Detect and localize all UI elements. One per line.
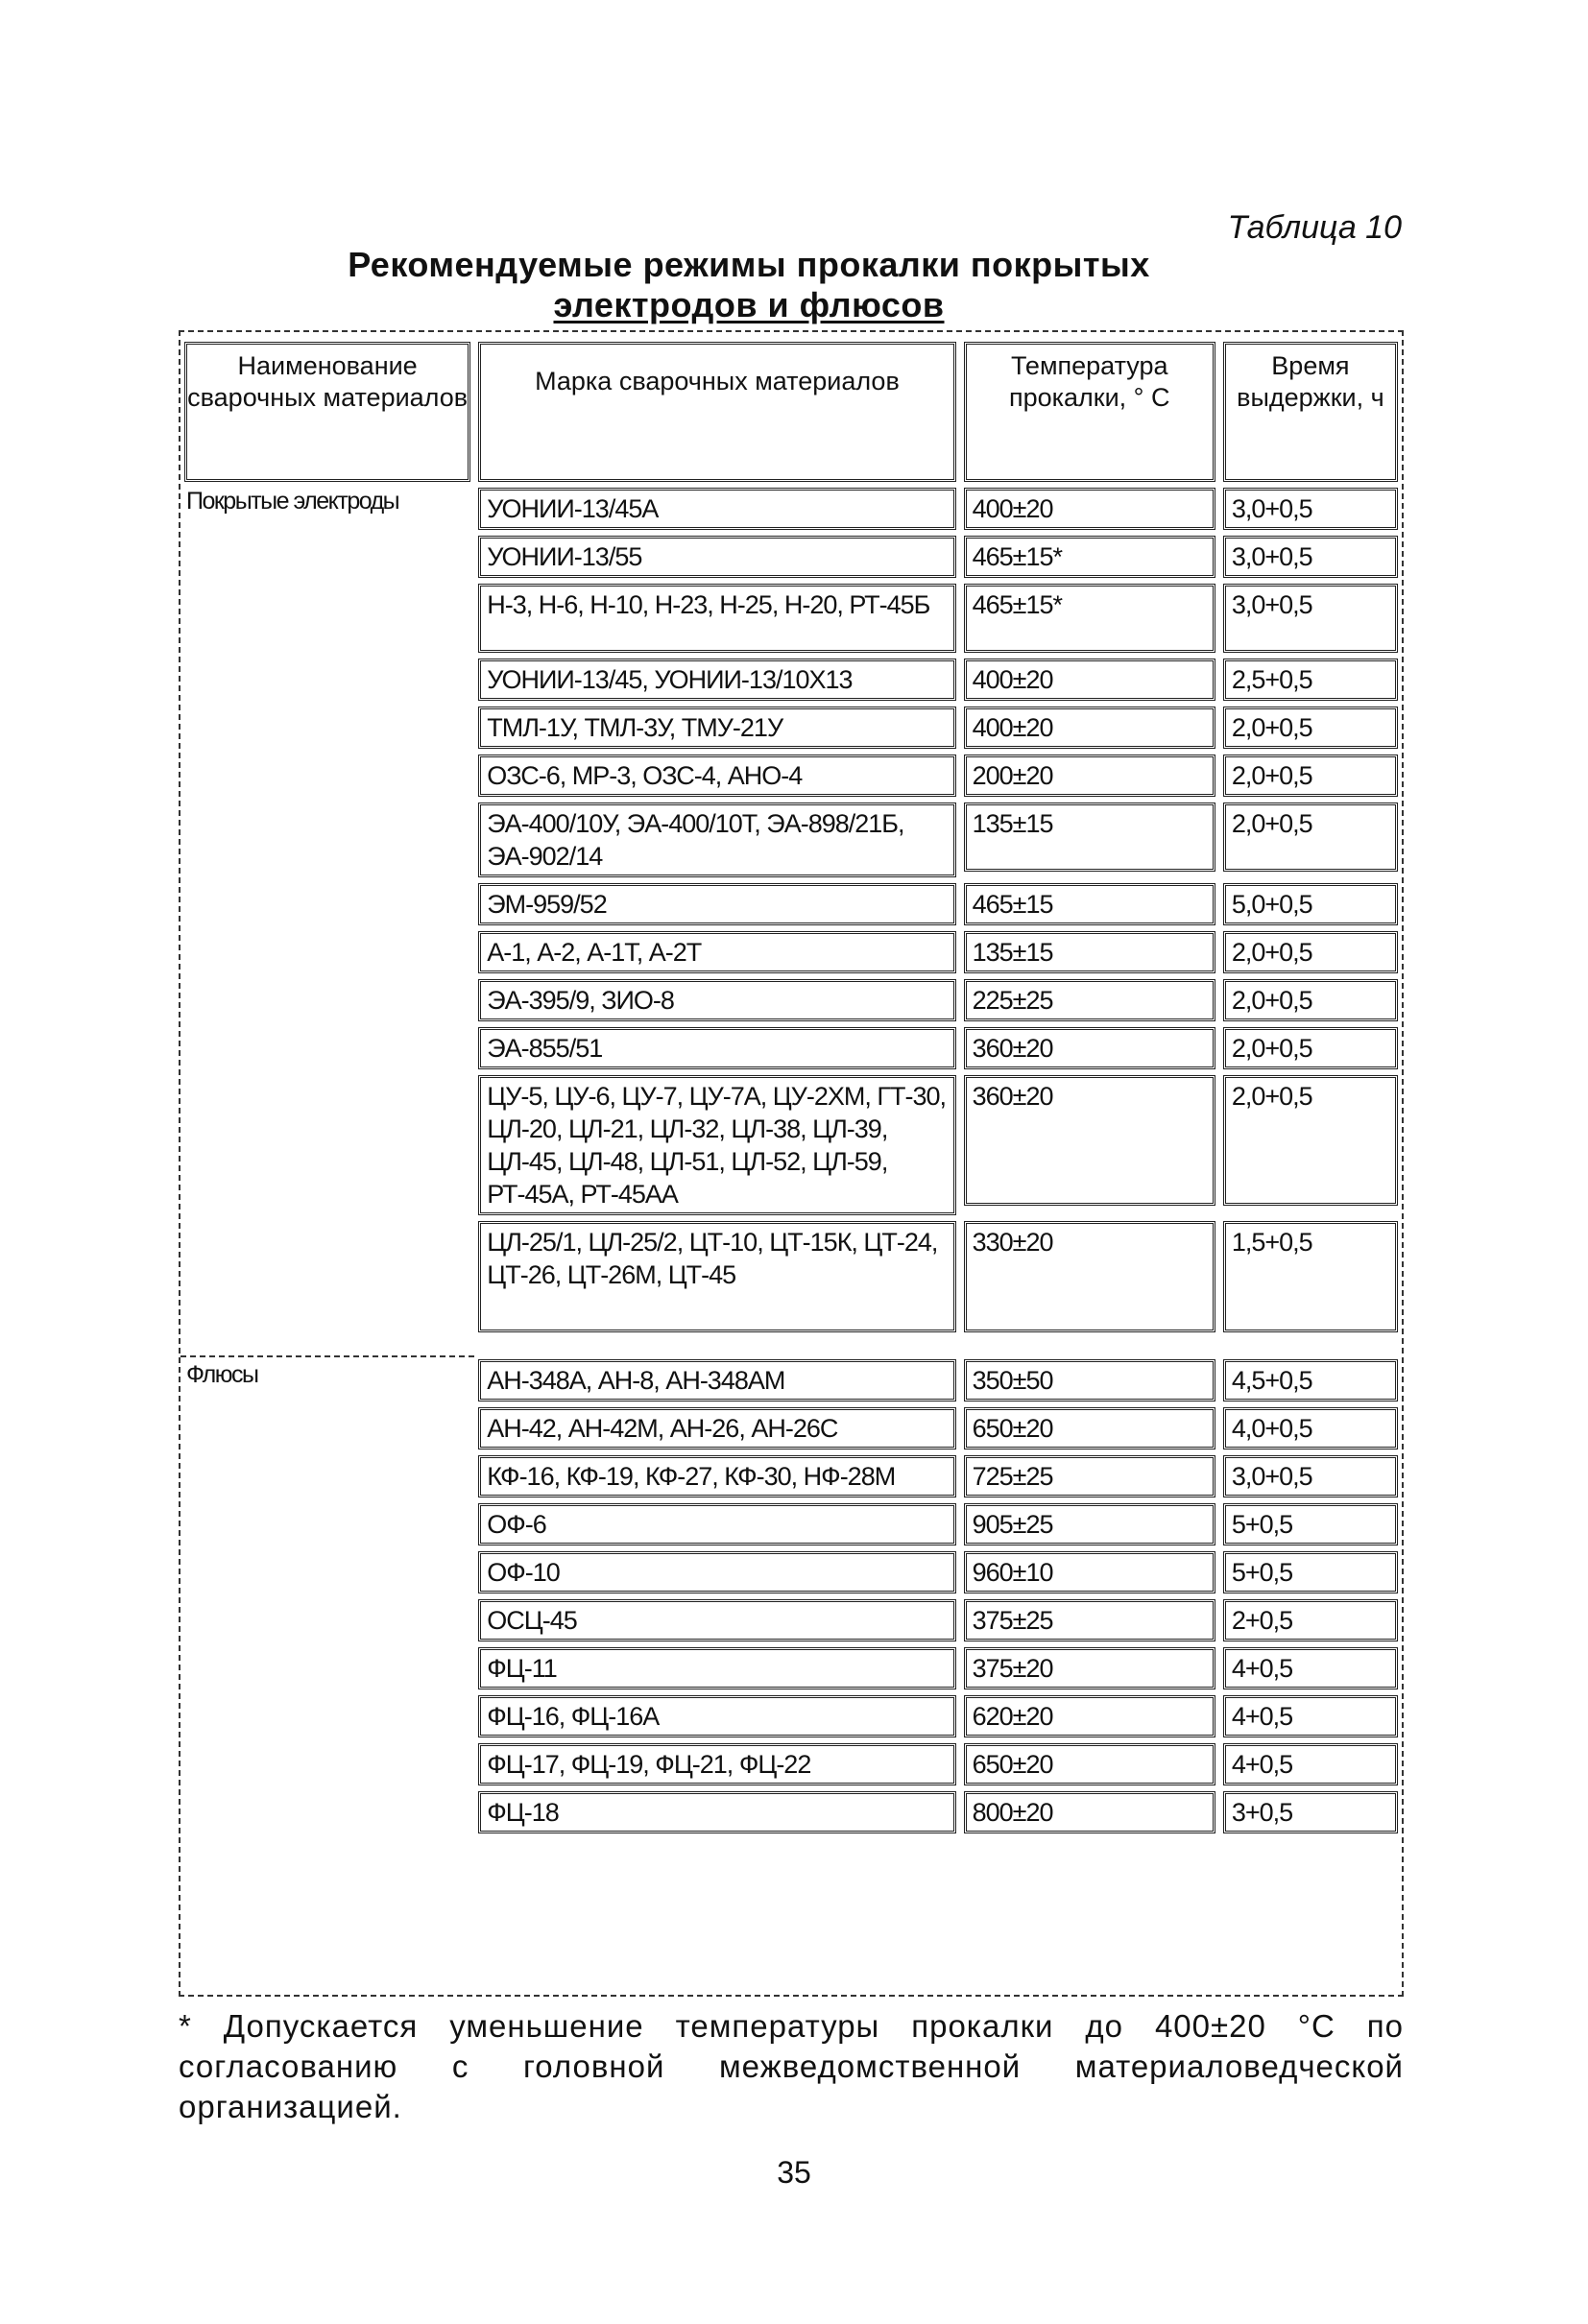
holding-time: 2,0+0,5: [1219, 799, 1402, 879]
baking-temperature: 375±20: [960, 1643, 1219, 1691]
baking-temperature: 620±20: [960, 1691, 1219, 1739]
baking-temperature: 650±20: [960, 1739, 1219, 1787]
header-temperature: Температура прокалки, ° С: [960, 332, 1219, 484]
material-grade: ОФ-10: [474, 1547, 959, 1595]
holding-time: 2+0,5: [1219, 1595, 1402, 1643]
material-category: Покрытые электроды: [186, 488, 399, 515]
material-grade: ЭА-395/9, ЗИО-8: [474, 975, 959, 1023]
title-line-1: Рекомендуемые режимы прокалки покрытых: [348, 245, 1150, 284]
holding-time: 2,0+0,5: [1219, 927, 1402, 975]
baking-temperature: 135±15: [960, 799, 1219, 879]
table-row: [180, 1355, 1402, 1403]
holding-time: 5+0,5: [1219, 1547, 1402, 1595]
material-grade: Н-3, Н-6, Н-10, Н-23, Н-25, Н-20, РТ-45Б: [474, 580, 959, 655]
material-grade: КФ-16, КФ-19, КФ-27, КФ-30, НФ-28М: [474, 1451, 959, 1499]
holding-time: 2,0+0,5: [1219, 1071, 1402, 1217]
material-grade: А-1, А-2, А-1Т, А-2Т: [474, 927, 959, 975]
material-category: Флюсы: [180, 1355, 474, 1835]
baking-temperature: 725±25: [960, 1451, 1219, 1499]
holding-time: 4,0+0,5: [1219, 1403, 1402, 1451]
material-grade: ЭМ-959/52: [474, 879, 959, 927]
material-grade: ОФ-6: [474, 1499, 959, 1547]
holding-time: 2,5+0,5: [1219, 655, 1402, 703]
holding-time: 1,5+0,5: [1219, 1217, 1402, 1334]
baking-temperature: 465±15*: [960, 532, 1219, 580]
baking-temperature: 350±50: [960, 1355, 1219, 1403]
holding-time: 2,0+0,5: [1219, 703, 1402, 751]
baking-temperature: 960±10: [960, 1547, 1219, 1595]
material-grade: АН-42, АН-42М, АН-26, АН-26С: [474, 1403, 959, 1451]
baking-temperature: 905±25: [960, 1499, 1219, 1547]
table-title: [317, 245, 1181, 325]
header-grade: Марка сварочных материалов: [474, 332, 959, 484]
material-grade: ФЦ-16, ФЦ-16А: [474, 1691, 959, 1739]
holding-time: 5,0+0,5: [1219, 879, 1402, 927]
material-grade: ЭА-400/10У, ЭА-400/10Т, ЭА-898/21Б, ЭА-902/14: [474, 799, 959, 879]
holding-time: 3,0+0,5: [1219, 484, 1402, 532]
material-grade: ТМЛ-1У, ТМЛ-3У, ТМУ-21У: [474, 703, 959, 751]
material-grade: УОНИИ-13/45, УОНИИ-13/10Х13: [474, 655, 959, 703]
baking-temperature: 200±20: [960, 751, 1219, 799]
material-grade: ЭА-855/51: [474, 1023, 959, 1071]
material-grade: ФЦ-18: [474, 1787, 959, 1835]
holding-time: 3,0+0,5: [1219, 532, 1402, 580]
baking-temperature: 650±20: [960, 1403, 1219, 1451]
baking-temperature: 400±20: [960, 655, 1219, 703]
material-grade: ОЗС-6, МР-3, ОЗС-4, АНО-4: [474, 751, 959, 799]
holding-time: 2,0+0,5: [1219, 1023, 1402, 1071]
table-body: [180, 484, 1402, 1835]
baking-temperature: 330±20: [960, 1217, 1219, 1334]
header-name: Наименование сварочных материалов: [180, 332, 474, 484]
baking-temperature: 360±20: [960, 1071, 1219, 1217]
baking-temperature: 465±15*: [960, 580, 1219, 655]
material-grade: ФЦ-11: [474, 1643, 959, 1691]
baking-temperature: 400±20: [960, 484, 1219, 532]
material-grade: ЦЛ-25/1, ЦЛ-25/2, ЦТ-10, ЦТ-15К, ЦТ-24, ЦТ-26, ЦТ-26М, ЦТ-45: [474, 1217, 959, 1334]
material-grade: УОНИИ-13/55: [474, 532, 959, 580]
material-grade: АН-348А, АН-8, АН-348АМ: [474, 1355, 959, 1403]
header-time: Время выдержки, ч: [1219, 332, 1402, 484]
holding-time: 4,5+0,5: [1219, 1355, 1402, 1403]
group-separator: [180, 1334, 1402, 1355]
holding-time: 5+0,5: [1219, 1499, 1402, 1547]
baking-temperature: 225±25: [960, 975, 1219, 1023]
holding-time: 4+0,5: [1219, 1643, 1402, 1691]
baking-temperature: 800±20: [960, 1787, 1219, 1835]
holding-time: 2,0+0,5: [1219, 751, 1402, 799]
title-line-2: электродов и флюсов: [553, 285, 945, 324]
table-header-row: [180, 332, 1402, 484]
holding-time: 4+0,5: [1219, 1691, 1402, 1739]
material-grade: ЦУ-5, ЦУ-6, ЦУ-7, ЦУ-7А, ЦУ-2ХМ, ГТ-30, ЦЛ-20, ЦЛ-21, ЦЛ-32, ЦЛ-38, ЦЛ-39, ЦЛ-45, ЦЛ-48, ЦЛ-51, ЦЛ-52, ЦЛ-59, РТ-45А, РТ-45АА: [474, 1071, 959, 1217]
baking-temperature: 135±15: [960, 927, 1219, 975]
holding-time: 3,0+0,5: [1219, 580, 1402, 655]
footnote: * Допускается уменьшение температуры прокалки до 400±20 °С по согласованию с головной межведомственной материаловедческой организацией.: [179, 2008, 1404, 2124]
material-grade: ФЦ-17, ФЦ-19, ФЦ-21, ФЦ-22: [474, 1739, 959, 1787]
page-number: 35: [777, 2155, 811, 2190]
material-grade: ОСЦ-45: [474, 1595, 959, 1643]
baking-temperature: 375±25: [960, 1595, 1219, 1643]
table-row: [180, 484, 1402, 532]
holding-time: 4+0,5: [1219, 1739, 1402, 1787]
baking-modes-table: [179, 330, 1404, 1997]
holding-time: 2,0+0,5: [1219, 975, 1402, 1023]
holding-time: 3+0,5: [1219, 1787, 1402, 1835]
baking-temperature: 360±20: [960, 1023, 1219, 1071]
baking-temperature: 400±20: [960, 703, 1219, 751]
material-grade: УОНИИ-13/45А: [474, 484, 959, 532]
baking-temperature: 465±15: [960, 879, 1219, 927]
holding-time: 3,0+0,5: [1219, 1451, 1402, 1499]
table-number: Таблица 10: [1227, 209, 1402, 246]
